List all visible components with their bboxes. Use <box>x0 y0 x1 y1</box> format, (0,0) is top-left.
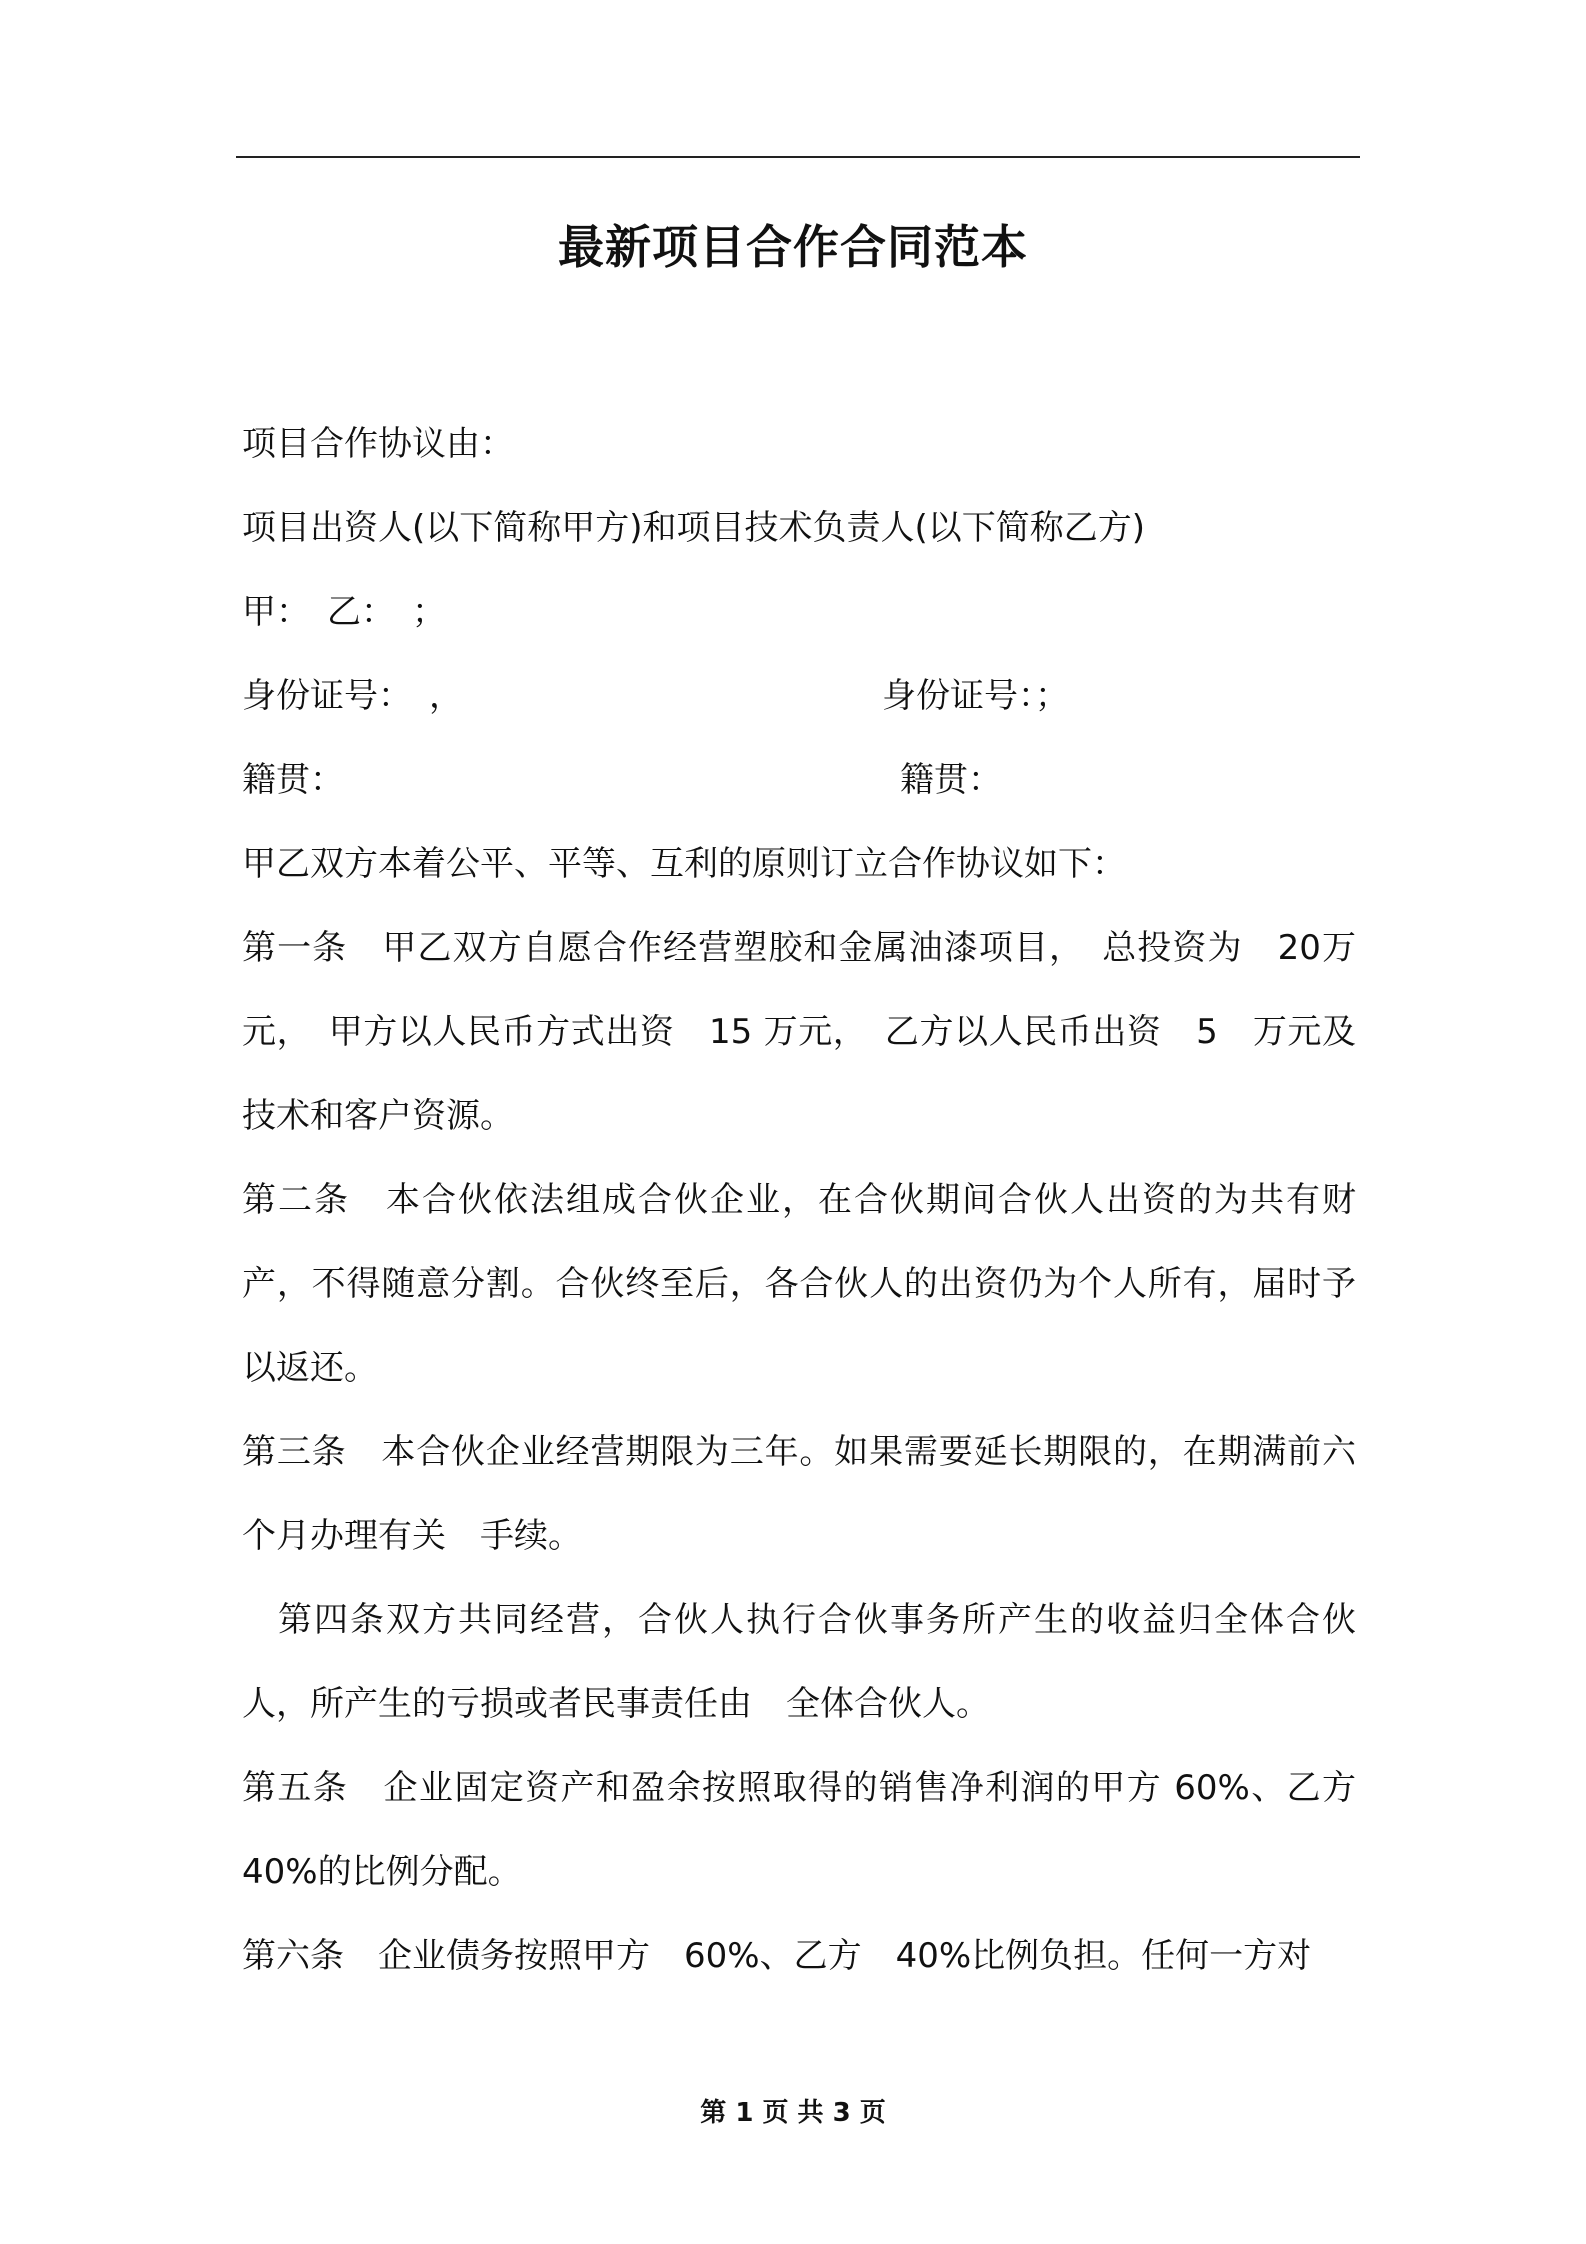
origin-party-a: 籍贯： <box>242 760 344 800</box>
parties-line: 项目出资人(以下简称甲方)和项目技术负责人(以下简称乙方) <box>242 508 1146 548</box>
page-number: 第 1 页 共 3 页 <box>700 2098 886 2128</box>
article-1: 第一条 甲乙双方自愿合作经营塑胶和金属油漆项目， 总投资为 20万元， 甲方以人民币方式出资 15 万元， 乙方以人民币出资 5 万元及技术和客户资源。 <box>242 928 1356 1136</box>
id-number-party-a: 身份证号： ， <box>242 676 463 716</box>
article-2: 第二条 本合伙依法组成合伙企业，在合伙期间合伙人出资的为共有财产，不得随意分割。合伙终至后，各合伙人的出资仍为个人所有，届时予以返还。 <box>242 1180 1356 1388</box>
party-names-line: 甲： 乙： ； <box>242 592 446 632</box>
article-6: 第六条 企业债务按照甲方 60%、乙方 40%比例负担。任何一方对 <box>242 1936 1312 1976</box>
id-number-row <box>242 654 1356 738</box>
document-title: 最新项目合作合同范本 <box>558 220 1028 274</box>
origin-row <box>242 738 1356 822</box>
article-4: 第四条双方共同经营，合伙人执行合伙事务所产生的收益归全体合伙人，所产生的亏损或者民事责任由 全体合伙人。 <box>242 1600 1356 1724</box>
preamble-line: 甲乙双方本着公平、平等、互利的原则订立合作协议如下： <box>242 844 1126 884</box>
origin-party-b: 籍贯： <box>900 760 1002 800</box>
document-body <box>242 402 1390 1998</box>
intro-line: 项目合作协议由： <box>242 424 514 464</box>
header-rule <box>236 156 1360 158</box>
article-3: 第三条 本合伙企业经营期限为三年。如果需要延长期限的，在期满前六个月办理有关 手续。 <box>242 1432 1356 1556</box>
article-5: 第五条 企业固定资产和盈余按照取得的销售净利润的甲方 60%、乙方 40%的比例分配。 <box>242 1768 1390 1892</box>
id-number-party-b: 身份证号：； <box>882 676 1069 716</box>
